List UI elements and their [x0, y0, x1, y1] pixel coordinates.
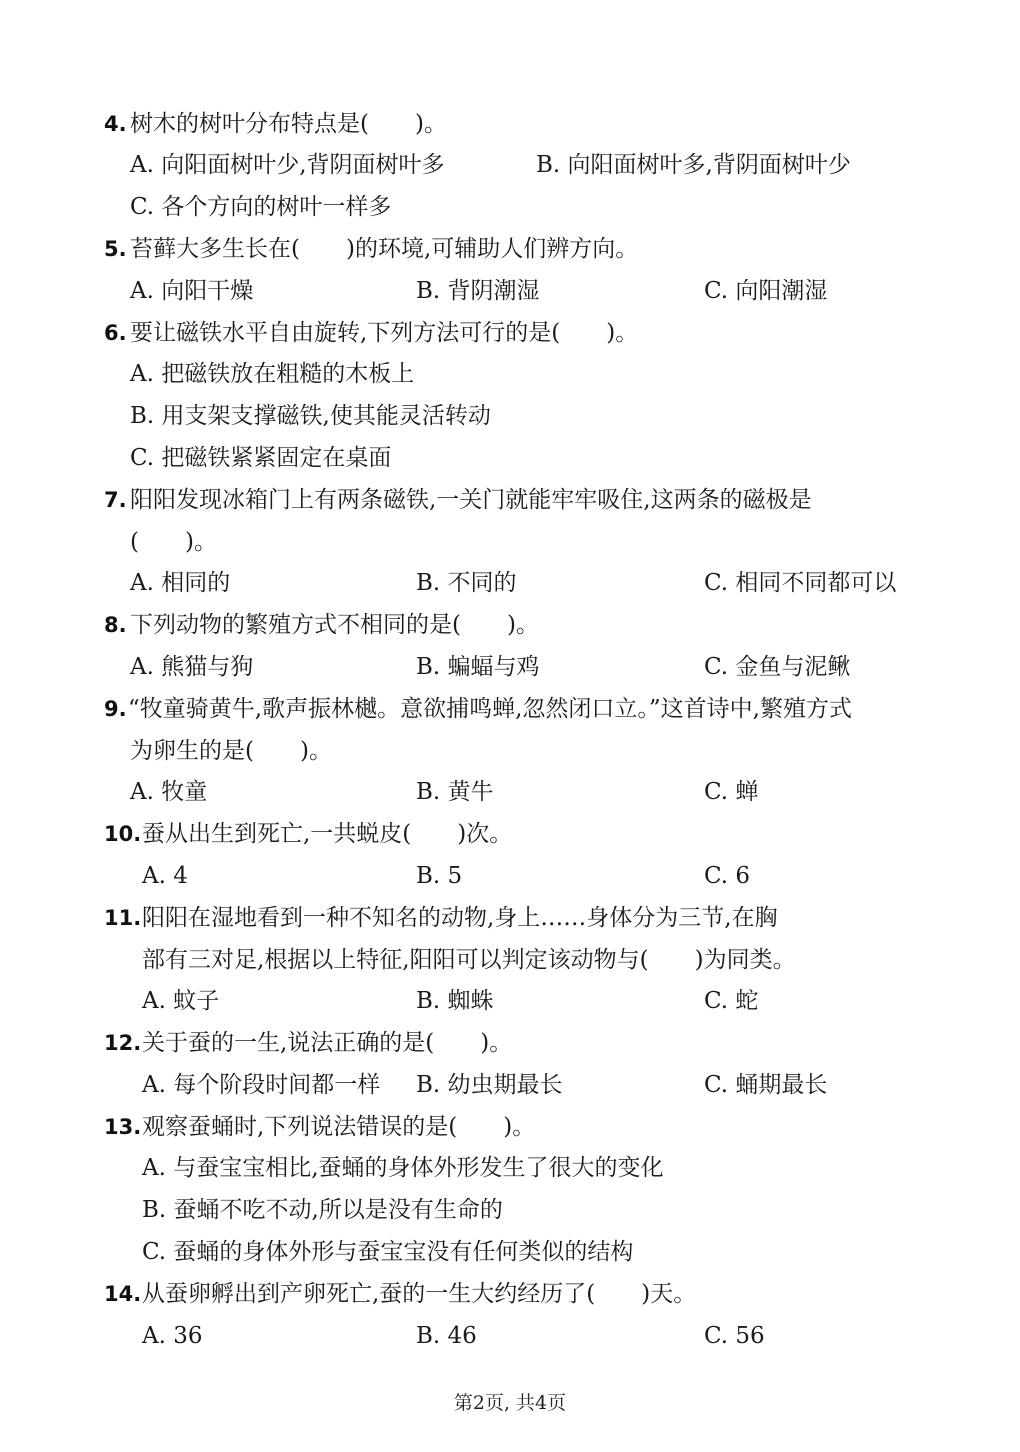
question-stem: 蚕从出生到死亡,一共蜕皮( )次。	[142, 821, 513, 847]
option-a[interactable]: A. 相同的	[130, 570, 231, 596]
option-b[interactable]: B. 不同的	[416, 570, 517, 596]
option-b[interactable]: B. 用支架支撑磁铁,使其能灵活转动	[130, 403, 491, 429]
option-b[interactable]: B. 蚕蛹不吃不动,所以是没有生命的	[142, 1197, 503, 1223]
question-stem: 要让磁铁水平自由旋转,下列方法可行的是( )。	[130, 320, 639, 346]
question-number: 14.	[104, 1282, 142, 1306]
question-stem: 从蚕卵孵出到产卵死亡,蚕的一生大约经历了( )天。	[142, 1281, 697, 1307]
option-c[interactable]: C. 蚕蛹的身体外形与蚕宝宝没有任何类似的结构	[142, 1239, 634, 1265]
option-a[interactable]: A. 36	[142, 1323, 203, 1349]
option-a[interactable]: A. 牧童	[130, 779, 208, 805]
question-number: 8.	[104, 613, 127, 637]
option-c[interactable]: C. 相同不同都可以	[704, 570, 897, 596]
question-stem: 苔藓大多生长在( )的环境,可辅助人们辨方向。	[130, 236, 639, 262]
question-stem-continued: 部有三对足,根据以上特征,阳阳可以判定该动物与( )为同类。	[142, 947, 796, 973]
option-b[interactable]: B. 蝙蝠与鸡	[416, 654, 540, 680]
option-a[interactable]: A. 向阳面树叶少,背阴面树叶多	[130, 152, 445, 178]
option-a[interactable]: A. 4	[142, 863, 188, 889]
option-b[interactable]: B. 背阴潮湿	[416, 278, 540, 304]
question-stem-continued: ( )。	[130, 529, 217, 555]
option-b[interactable]: B. 向阳面树叶多,背阴面树叶少	[536, 152, 851, 178]
option-a[interactable]: A. 每个阶段时间都一样	[142, 1072, 381, 1098]
question-number: 13.	[104, 1115, 142, 1139]
question-stem: 关于蚕的一生,说法正确的是( )。	[142, 1030, 513, 1056]
question-number: 12.	[104, 1031, 142, 1055]
question-number: 6.	[104, 321, 127, 345]
option-a[interactable]: A. 与蚕宝宝相比,蚕蛹的身体外形发生了很大的变化	[142, 1155, 664, 1181]
option-b[interactable]: B. 蜘蛛	[416, 988, 494, 1014]
option-a[interactable]: A. 蚊子	[142, 988, 220, 1014]
option-c[interactable]: C. 各个方向的树叶一样多	[130, 194, 392, 220]
option-c[interactable]: C. 向阳潮湿	[704, 278, 828, 304]
question-number: 11.	[104, 906, 142, 930]
question-stem: 下列动物的繁殖方式不相同的是( )。	[130, 612, 539, 638]
option-b[interactable]: B. 5	[416, 863, 463, 889]
question-number: 10.	[104, 822, 142, 846]
question-stem: 阳阳发现冰箱门上有两条磁铁,一关门就能牢牢吸住,这两条的磁极是	[130, 487, 812, 513]
option-b[interactable]: B. 黄牛	[416, 779, 494, 805]
option-a[interactable]: A. 向阳干燥	[130, 278, 254, 304]
question-stem: 阳阳在湿地看到一种不知名的动物,身上……身体分为三节,在胸	[142, 905, 778, 931]
page-footer: 第2页, 共4页	[453, 1392, 567, 1414]
option-c[interactable]: C. 蝉	[704, 779, 759, 805]
option-b[interactable]: B. 46	[416, 1323, 477, 1349]
option-c[interactable]: C. 蛇	[704, 988, 759, 1014]
question-number: 4.	[104, 112, 127, 136]
question-stem-continued: 为卵生的是( )。	[130, 738, 332, 764]
question-stem: 观察蚕蛹时,下列说法错误的是( )。	[142, 1114, 536, 1140]
option-c[interactable]: C. 蛹期最长	[704, 1072, 828, 1098]
option-c[interactable]: C. 56	[704, 1323, 765, 1349]
question-number: 9.	[104, 697, 127, 721]
option-c[interactable]: C. 把磁铁紧紧固定在桌面	[130, 445, 392, 471]
option-a[interactable]: A. 熊猫与狗	[130, 654, 254, 680]
option-c[interactable]: C. 6	[704, 863, 751, 889]
question-stem: “牧童骑黄牛,歌声振林樾。意欲捕鸣蝉,忽然闭口立。”这首诗中,繁殖方式	[128, 696, 852, 722]
option-b[interactable]: B. 幼虫期最长	[416, 1072, 563, 1098]
question-number: 5.	[104, 237, 127, 261]
option-a[interactable]: A. 把磁铁放在粗糙的木板上	[130, 361, 415, 387]
question-number: 7.	[104, 488, 127, 512]
question-stem: 树木的树叶分布特点是( )。	[130, 111, 447, 137]
option-c[interactable]: C. 金鱼与泥鳅	[704, 654, 851, 680]
